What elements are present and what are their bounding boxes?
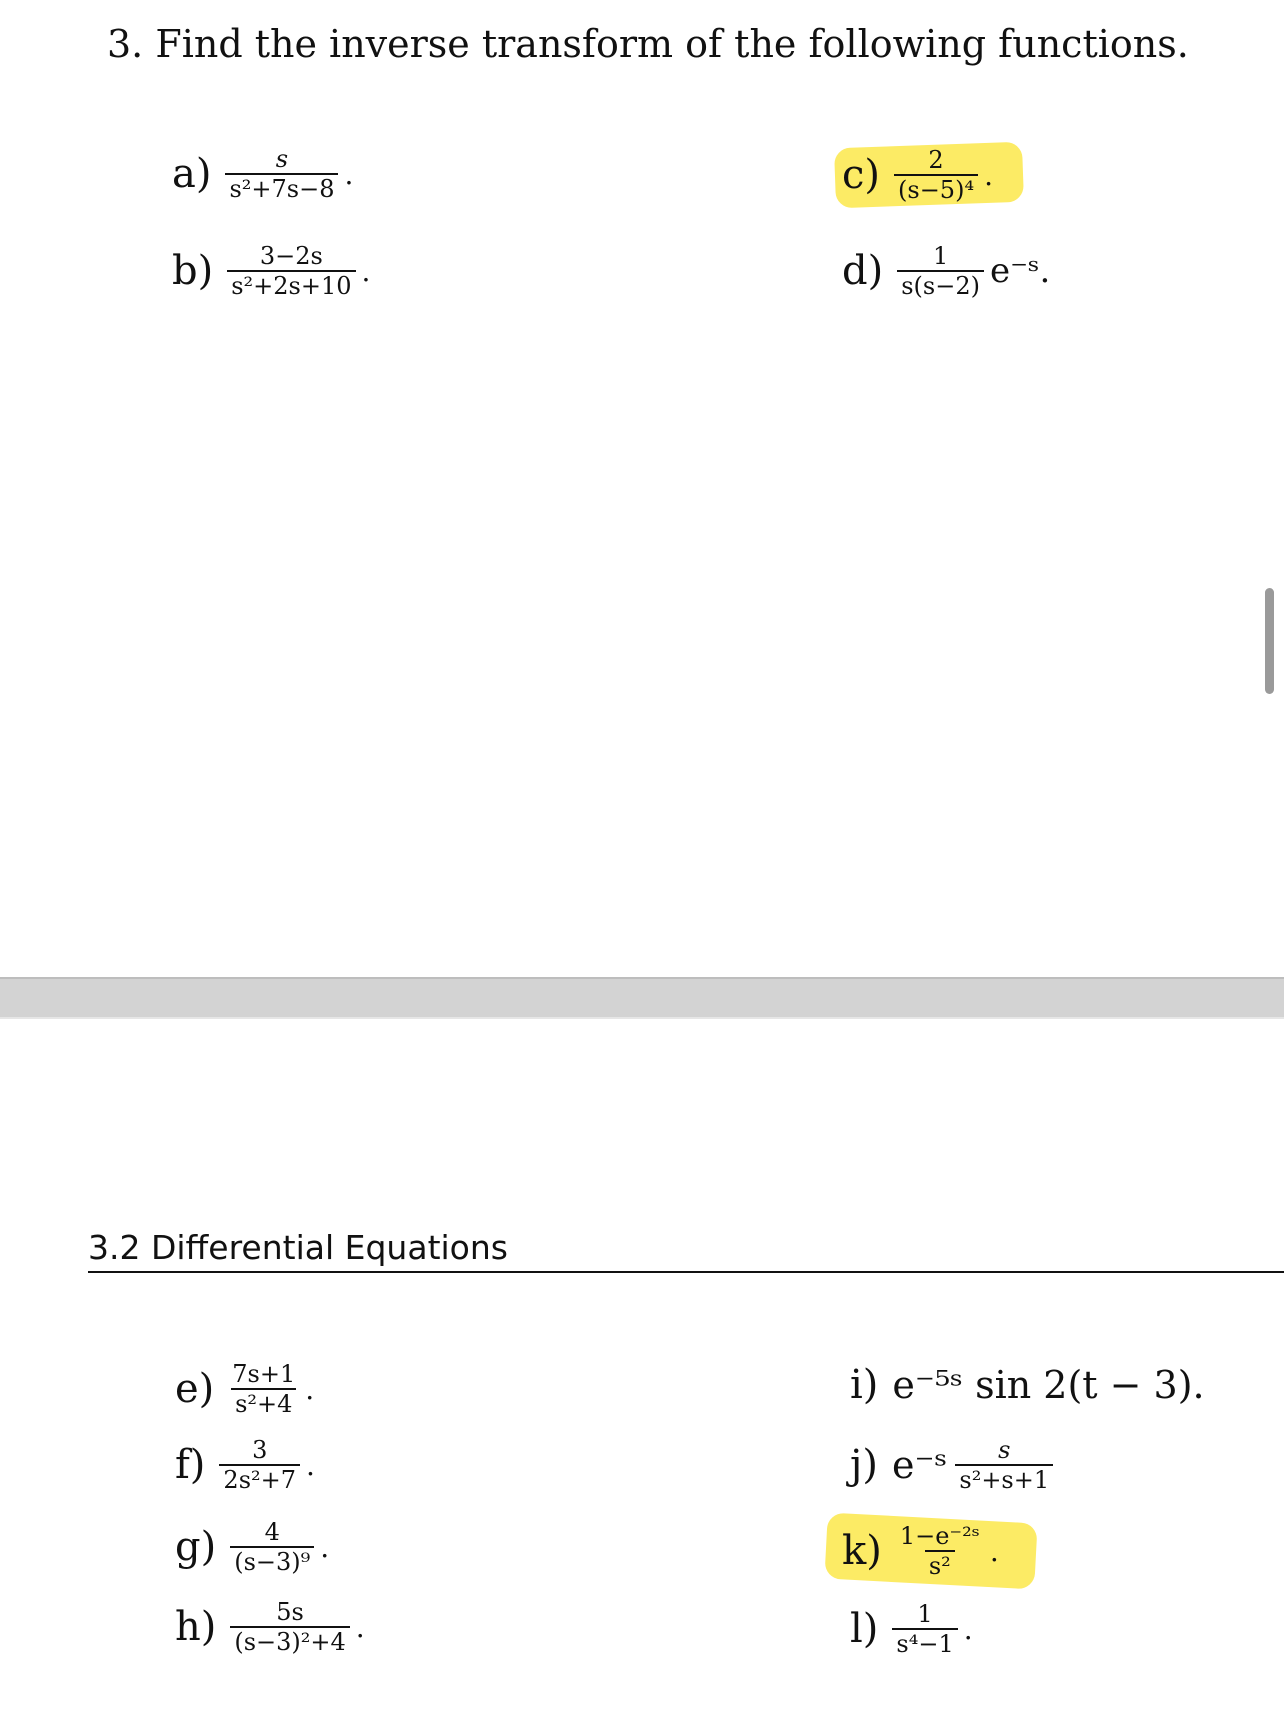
punctuation: .: [344, 157, 354, 191]
numerator: 7s+1: [232, 1360, 296, 1388]
punctuation: .: [984, 158, 993, 192]
problem-label: i): [850, 1362, 879, 1408]
denominator: s²+7s−8: [225, 173, 338, 203]
fraction: [896, 1522, 984, 1580]
punctuation: .: [361, 254, 371, 288]
fraction: [219, 1436, 300, 1494]
section-title: 3.2 Differential Equations: [88, 1228, 508, 1267]
problem-i: [850, 1362, 1205, 1408]
fraction: [892, 1600, 957, 1658]
fraction: [955, 1436, 1053, 1494]
punctuation: .: [355, 1610, 365, 1644]
problem-j: [850, 1436, 1053, 1494]
numerator: 3−2s: [259, 242, 323, 270]
denominator: s²+2s+10: [227, 270, 355, 300]
problem-label: d): [842, 248, 884, 294]
fraction: [897, 242, 984, 300]
problem-label: e): [175, 1366, 215, 1412]
problem-label: k): [842, 1528, 882, 1574]
problem-label: g): [175, 1524, 217, 1570]
denominator: s²+s+1: [955, 1464, 1053, 1494]
exponential-factor: e⁻ˢ.: [989, 251, 1051, 291]
fraction: [225, 145, 338, 203]
problem-label: j): [850, 1442, 879, 1488]
fraction: [227, 242, 355, 300]
problem-d: [842, 242, 1050, 300]
expression: e⁻⁵ˢ sin 2(t − 3).: [892, 1363, 1205, 1407]
numerator: 1: [932, 242, 949, 270]
fraction: [230, 1518, 314, 1576]
problem-e: [175, 1360, 314, 1418]
numerator: 5s: [276, 1598, 304, 1626]
problem-c: [842, 146, 993, 204]
punctuation: .: [305, 1372, 315, 1406]
denominator: (s−3)²+4: [230, 1626, 349, 1656]
numerator: 3: [252, 1436, 268, 1464]
problem-f: [175, 1436, 315, 1494]
denominator: s(s−2): [897, 270, 984, 300]
denominator: 2s²+7: [219, 1464, 300, 1494]
denominator: s⁴−1: [892, 1628, 957, 1658]
numerator: 1: [917, 1600, 933, 1628]
problem-label: c): [842, 152, 881, 198]
problem-a: [172, 145, 353, 203]
problem-label: f): [175, 1442, 206, 1488]
problem-label: l): [850, 1606, 879, 1652]
fraction: [894, 146, 978, 204]
problem-h: [175, 1598, 365, 1656]
problem-label: h): [175, 1604, 217, 1650]
punctuation: .: [320, 1530, 330, 1564]
problem-heading: 3. Find the inverse transform of the following functions.: [107, 22, 1189, 66]
fraction: [230, 1598, 349, 1656]
problem-k: [842, 1522, 999, 1580]
problem-g: [175, 1518, 329, 1576]
punctuation: .: [989, 1534, 999, 1568]
denominator: s²: [925, 1550, 955, 1580]
denominator: s²+4: [231, 1388, 296, 1418]
denominator: (s−3)⁹: [230, 1546, 314, 1576]
numerator: 1−e⁻²ˢ: [899, 1522, 980, 1550]
exponential-factor: e⁻ˢ: [892, 1443, 948, 1487]
numerator: s: [275, 145, 289, 173]
punctuation: .: [306, 1448, 315, 1482]
problem-label: b): [172, 248, 214, 294]
problem-b: [172, 242, 370, 300]
section-rule: [88, 1271, 1284, 1273]
numerator: 2: [928, 146, 944, 174]
numerator: 4: [264, 1518, 280, 1546]
problem-l: [850, 1600, 973, 1658]
fraction: [228, 1360, 299, 1418]
numerator: s: [998, 1436, 1011, 1464]
punctuation: .: [963, 1612, 973, 1646]
denominator: (s−5)⁴: [894, 174, 978, 204]
problem-label: a): [172, 151, 212, 197]
scrollbar[interactable]: [1265, 588, 1274, 694]
page-break: [0, 977, 1284, 1019]
